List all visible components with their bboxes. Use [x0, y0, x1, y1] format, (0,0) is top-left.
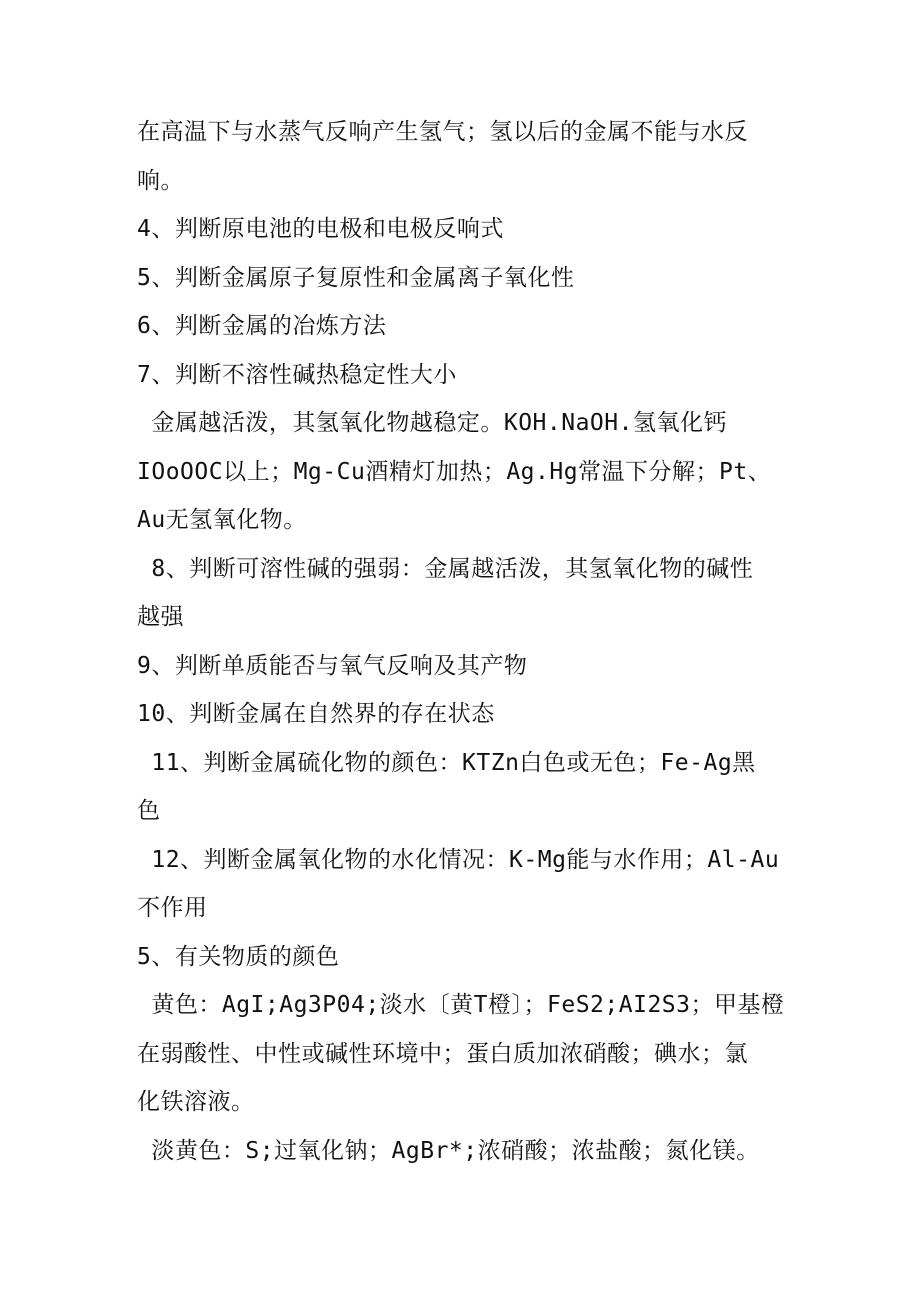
text-line: 7、判断不溶性碱热稳定性大小: [137, 361, 457, 388]
text-line: 在弱酸性、中性或碱性环境中；蛋白质加浓硝酸；碘水；氯: [137, 1040, 748, 1067]
text-line: 淡黄色：S;过氧化钠；AgBr*;浓硝酸；浓盐酸；氮化镁。: [137, 1137, 760, 1164]
text-line: 12、判断金属氧化物的水化情况：K-Mg能与水作用；Al-Au: [137, 846, 780, 873]
text-line: 4、判断原电池的电极和电极反响式: [137, 216, 504, 242]
text-line: 11、判断金属硫化物的颜色：KTZn白色或无色；Fe-Ag黑: [137, 749, 756, 776]
text-line: 5、有关物质的颜色: [137, 943, 340, 970]
text-line: 不作用: [137, 895, 208, 921]
text-line: 响。: [137, 167, 184, 194]
text-line: 8、判断可溶性碱的强弱：金属越活泼，其氢氧化物的碱性: [137, 555, 754, 582]
text-line: 9、判断单质能否与氧气反响及其产物: [137, 652, 528, 679]
document-body: [137, 108, 797, 1175]
text-line: 黄色：AgI;Ag3P04;淡水〔黄T橙〕；FeS2;AI2S3；甲基橙: [137, 992, 785, 1018]
text-line: 5、判断金属原子复原性和金属离子氧化性: [137, 264, 575, 291]
text-line: 色: [137, 798, 161, 824]
text-line: Au无氢氧化物。: [137, 507, 307, 533]
text-line: 6、判断金属的冶炼方法: [137, 313, 387, 339]
text-line: 在高温下与水蒸气反响产生氢气；氢以后的金属不能与水反: [137, 119, 748, 145]
text-line: 金属越活泼，其氢氧化物越稳定。KOH.NaOH.氢氧化钙: [137, 410, 727, 436]
text-line: 10、判断金属在自然界的存在状态: [137, 701, 495, 727]
text-line: 越强: [137, 604, 184, 630]
text-line: 化铁溶液。: [137, 1089, 255, 1115]
text-line: IOoOOC以上；Mg-Cu酒精灯加热；Ag.Hg常温下分解；Pt、: [137, 458, 772, 485]
